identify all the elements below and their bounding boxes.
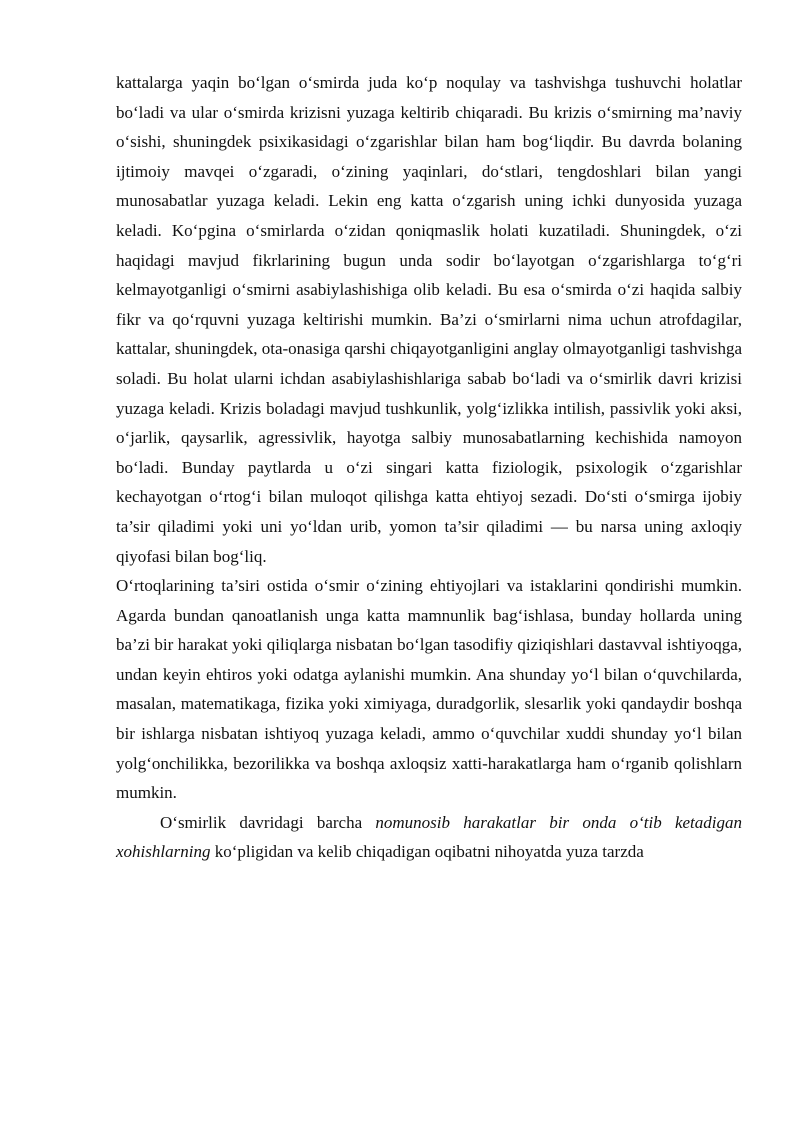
paragraph-3-tail: ko‘pligidan va kelib chiqadigan oqibatni nihoyatda yuza tarzda <box>210 842 644 862</box>
document-page <box>116 68 742 867</box>
paragraph-3 <box>116 808 742 867</box>
paragraph-3-lead: O‘smirlik davridagi barcha <box>160 812 376 832</box>
paragraph-1: kattalarga yaqin bo‘lgan o‘smirda juda ko‘p noqulay va tashvishga tushuvchi holatlar bo‘ladi va ular o‘smirda krizisni yuzaga keltirib chiqaradi. Bu krizis o‘smirning ma’naviy o‘sishi, shuningdek psixikasidagi o‘zgarishlar bilan ham bog‘liqdir. Bu davrda bolaning ijtimoiy mavqei o‘zgaradi, o‘zining yaqinlari, do‘stlari, tengdoshlari bilan yangi munosabatlar yuzaga keladi. Lekin eng katta o‘zgarish uning ichki dunyosida yuzaga keladi. Ko‘pgina o‘smirlarda o‘zidan qoniqmaslik holati kuzatiladi. Shuningdek, o‘zi haqidagi mavjud fikrlarining bugun unda sodir bo‘layotgan o‘zgarishlarga to‘g‘ri kelmayotganligi o‘smirni asabiylashishiga olib keladi. Bu esa o‘smirda o‘zi haqida salbiy fikr va qo‘rquvni yuzaga keltirishi mumkin. Ba’zi o‘smirlarni nima uchun atrofdagilar, kattalar, shuningdek, ota-onasiga qarshi chiqayotganligini anglay olmayotganligi tashvishga soladi. Bu holat ularni ichdan asabiylashishlariga sabab bo‘ladi va o‘smirlik davri krizisi yuzaga keladi. Krizis boladagi mavjud tushkunlik, yolg‘izlikka intilish, passivlik yoki aksi, o‘jarlik, qaysarlik, agressivlik, hayotga salbiy munosabatlarning kechishida namoyon bo‘ladi. Bunday paytlarda u o‘zi singari katta fiziologik, psixologik o‘zgarishlar kechayotgan o‘rtog‘i bilan muloqot qilishga katta ehtiyoj sezadi. Do‘sti o‘smirga ijobiy ta’sir qiladimi yoki uni yo‘ldan urib, yomon ta’sir qiladimi — bu narsa uning axloqiy qiyofasi bilan bog‘liq. <box>116 73 742 566</box>
paragraph-3-emphasis: nomunosib harakatlar bir onda o‘tib ketadigan xohishlarning <box>116 812 743 862</box>
paragraph-2: O‘rtoqlarining ta’siri ostida o‘smir o‘zining ehtiyojlari va istaklarini qondirishi mumkin. Agarda bundan qanoatlanish unga katta mamnunlik bag‘ishlasa, bunday hollarda uning ba’zi bir harakat yoki qiliqlarga nisbatan bo‘lgan tasodifiy qiziqishlari dastavval ishtiyoqga, undan keyin ehtiros yoki odatga aylanishi mumkin. Ana shunday yo‘l bilan o‘quvchilarda, masalan, matematikaga, fizika yoki ximiyaga, duradgorlik, slesarlik yoki qandaydir boshqa bir ishlarga nisbatan ishtiyoq yuzaga keladi, ammo o‘quvchilar xuddi shunday yo‘l bilan yolg‘onchilikka, bezorilikka va boshqa axloqsiz xatti-harakatlarga ham o‘rganib qolishlarn mumkin. <box>116 576 742 803</box>
